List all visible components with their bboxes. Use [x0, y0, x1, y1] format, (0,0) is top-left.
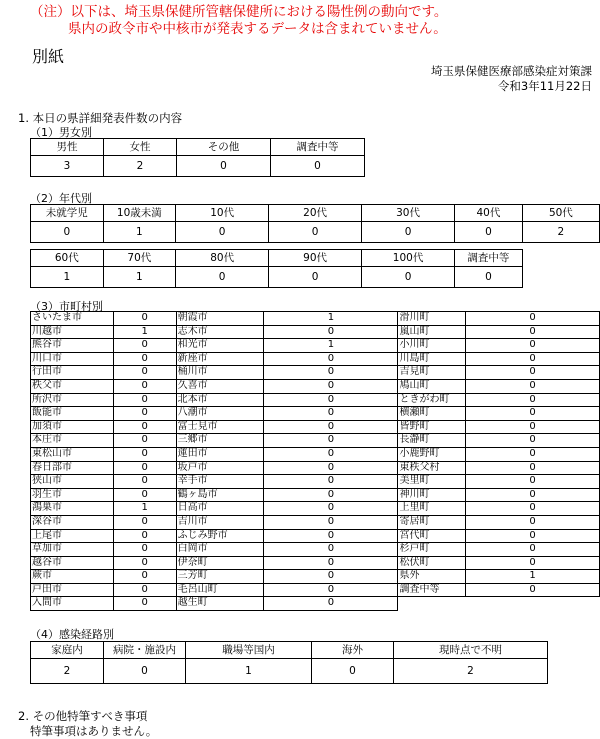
municipality-name: さいたま市: [31, 312, 114, 326]
age-value: 1: [103, 222, 176, 243]
municipality-name: 桶川市: [176, 366, 264, 380]
age-value-row-1: [31, 222, 600, 243]
age-value: 0: [362, 267, 455, 288]
page-title: 別紙: [32, 47, 65, 66]
gender-value-female: 2: [104, 156, 177, 177]
age-value: 0: [176, 222, 269, 243]
age-header: 90代: [269, 250, 362, 267]
municipality-name: 本庄市: [31, 434, 114, 448]
municipality-count: 0: [466, 556, 600, 570]
municipality-count: 0: [113, 366, 176, 380]
municipality-name: 上里町: [398, 502, 466, 516]
age-header: 40代: [455, 205, 523, 222]
municipality-name: 秩父市: [31, 379, 114, 393]
municipality-count: 0: [113, 543, 176, 557]
route-header-unknown: 現時点で不明: [394, 642, 548, 659]
municipality-name: 和光市: [176, 339, 264, 353]
table-row: [31, 312, 600, 326]
municipality-count: 0: [466, 515, 600, 529]
municipality-count: 1: [113, 325, 176, 339]
municipality-count: 0: [466, 543, 600, 557]
age-header: 80代: [176, 250, 269, 267]
municipality-name: 杉戸町: [398, 543, 466, 557]
municipality-count: 0: [264, 447, 398, 461]
municipality-count: 0: [113, 407, 176, 421]
route-header-workplace: 職場等国内: [186, 642, 312, 659]
municipality-name: 富士見市: [176, 420, 264, 434]
municipality-count: 0: [264, 543, 398, 557]
gender-value-row: [31, 156, 365, 177]
route-value-overseas: 0: [312, 659, 394, 684]
notice: [30, 4, 447, 38]
municipality-name: 小鹿野町: [398, 447, 466, 461]
municipality-count: 0: [113, 475, 176, 489]
route-value-workplace: 1: [186, 659, 312, 684]
municipality-count: 0: [113, 583, 176, 597]
municipality-count: 0: [113, 393, 176, 407]
municipality-name: 吉見町: [398, 366, 466, 380]
municipality-count: 0: [264, 379, 398, 393]
table-row: [31, 339, 600, 353]
municipality-name: 長瀞町: [398, 434, 466, 448]
notice-line-2: 県内の政令市や中核市が発表するデータは含まれていません。: [68, 21, 447, 37]
table-row: [31, 543, 600, 557]
section-2-title: 2. その他特筆すべき事項: [18, 709, 148, 723]
municipality-count: 0: [264, 488, 398, 502]
municipality-name: 戸田市: [31, 583, 114, 597]
municipality-count: 0: [264, 529, 398, 543]
gender-table: [30, 138, 365, 177]
municipality-name: 三郷市: [176, 434, 264, 448]
municipality-name: ときがわ町: [398, 393, 466, 407]
municipality-name: [398, 597, 466, 611]
municipality-count: 0: [113, 597, 176, 611]
municipality-count: 0: [466, 420, 600, 434]
age-value: 1: [31, 267, 104, 288]
municipality-name: 松伏町: [398, 556, 466, 570]
municipality-name: 県外: [398, 570, 466, 584]
gender-header-row: [31, 139, 365, 156]
municipality-name: 草加市: [31, 543, 114, 557]
municipality-count: 0: [466, 379, 600, 393]
table-row: [31, 393, 600, 407]
table-row: [31, 475, 600, 489]
municipality-name: 春日部市: [31, 461, 114, 475]
table-row: [31, 366, 600, 380]
municipality-count: 0: [113, 461, 176, 475]
municipality-table: [30, 311, 600, 611]
municipality-name: 東秩父村: [398, 461, 466, 475]
municipality-count: 0: [466, 529, 600, 543]
municipality-count: 0: [466, 407, 600, 421]
issue-date: 令和3年11月22日: [497, 79, 592, 93]
section-1-title: 1. 本日の県詳細発表件数の内容: [18, 111, 183, 125]
municipality-count: 0: [113, 312, 176, 326]
age-value: 0: [269, 222, 362, 243]
issuer-block: [431, 64, 592, 94]
gender-title: （1）男女別: [30, 126, 92, 139]
municipality-count: 1: [466, 570, 600, 584]
municipality-name: 飯能市: [31, 407, 114, 421]
municipality-count: 0: [466, 352, 600, 366]
age-value: 0: [362, 222, 455, 243]
municipality-name: 行田市: [31, 366, 114, 380]
municipality-count: 0: [113, 420, 176, 434]
table-row: [31, 325, 600, 339]
section-2-text: 特筆事項はありません。: [30, 724, 158, 738]
age-header: 50代: [522, 205, 599, 222]
municipality-count: 0: [264, 420, 398, 434]
table-row: [31, 529, 600, 543]
route-header-home: 家庭内: [31, 642, 104, 659]
municipality-count: 0: [113, 529, 176, 543]
municipality-name: 皆野町: [398, 420, 466, 434]
municipality-name: 志木市: [176, 325, 264, 339]
municipality-count: 0: [113, 339, 176, 353]
table-row: [31, 434, 600, 448]
age-header: 60代: [31, 250, 104, 267]
municipality-count: 0: [264, 393, 398, 407]
age-header: 100代: [362, 250, 455, 267]
gender-header-female: 女性: [104, 139, 177, 156]
municipality-name: 横瀬町: [398, 407, 466, 421]
municipality-name: 日高市: [176, 502, 264, 516]
municipality-count: 1: [113, 502, 176, 516]
municipality-name: 吉川市: [176, 515, 264, 529]
municipality-count: 0: [466, 339, 600, 353]
municipality-name: 久喜市: [176, 379, 264, 393]
municipality-name: 蓮田市: [176, 447, 264, 461]
municipality-name: 美里町: [398, 475, 466, 489]
municipality-count: 0: [264, 583, 398, 597]
age-value-row-2: [31, 267, 600, 288]
route-header-row: [31, 642, 548, 659]
age-value: 0: [176, 267, 269, 288]
table-row: [31, 447, 600, 461]
municipality-name: 深谷市: [31, 515, 114, 529]
municipality-count: 0: [466, 583, 600, 597]
route-table: [30, 641, 548, 684]
route-value-home: 2: [31, 659, 104, 684]
route-header-overseas: 海外: [312, 642, 394, 659]
municipality-name: 神川町: [398, 488, 466, 502]
municipality-count: 0: [466, 312, 600, 326]
municipality-title: （3）市町村別: [30, 300, 103, 313]
table-row: [31, 597, 600, 611]
route-header-facility: 病院・施設内: [104, 642, 186, 659]
table-row: [31, 461, 600, 475]
municipality-count: 0: [264, 475, 398, 489]
municipality-name: 坂戸市: [176, 461, 264, 475]
municipality-count: 0: [466, 325, 600, 339]
municipality-name: 幸手市: [176, 475, 264, 489]
issuer-name: 埼玉県保健医療部感染症対策課: [431, 64, 592, 78]
municipality-name: ふじみ野市: [176, 529, 264, 543]
age-title: （2）年代別: [30, 192, 92, 205]
municipality-count: 0: [466, 502, 600, 516]
municipality-count: 0: [113, 447, 176, 461]
municipality-name: 狭山市: [31, 475, 114, 489]
age-value: 0: [269, 267, 362, 288]
gender-header-male: 男性: [31, 139, 104, 156]
municipality-name: 越生町: [176, 597, 264, 611]
table-row: [31, 515, 600, 529]
municipality-name: 川口市: [31, 352, 114, 366]
age-header: 調査中等: [455, 250, 523, 267]
notice-line-1: （注）以下は、埼玉県保健所管轄保健所における陽性例の動向です。: [30, 4, 448, 20]
municipality-name: 三芳町: [176, 570, 264, 584]
municipality-count: 0: [466, 393, 600, 407]
route-title: （4）感染経路別: [30, 628, 114, 641]
table-row: [31, 420, 600, 434]
municipality-count: 0: [113, 570, 176, 584]
age-header: 70代: [103, 250, 176, 267]
municipality-name: 宮代町: [398, 529, 466, 543]
municipality-name: 新座市: [176, 352, 264, 366]
age-header: 10代: [176, 205, 269, 222]
municipality-count: 0: [113, 556, 176, 570]
gender-value-investigating: 0: [271, 156, 365, 177]
table-row: [31, 502, 600, 516]
age-value: 1: [103, 267, 176, 288]
municipality-count: 0: [466, 434, 600, 448]
age-value: 0: [455, 267, 523, 288]
table-row: [31, 352, 600, 366]
age-header: 10歳未満: [103, 205, 176, 222]
municipality-name: 鴻巣市: [31, 502, 114, 516]
municipality-name: 八潮市: [176, 407, 264, 421]
municipality-count: 0: [466, 366, 600, 380]
gender-header-other: その他: [177, 139, 271, 156]
municipality-name: 東松山市: [31, 447, 114, 461]
municipality-name: 鶴ヶ島市: [176, 488, 264, 502]
municipality-count: 0: [264, 352, 398, 366]
municipality-count: 0: [264, 325, 398, 339]
municipality-count: 0: [264, 407, 398, 421]
municipality-name: 寄居町: [398, 515, 466, 529]
municipality-name: 伊奈町: [176, 556, 264, 570]
municipality-name: 川越市: [31, 325, 114, 339]
municipality-count: 0: [113, 488, 176, 502]
age-value: 0: [455, 222, 523, 243]
municipality-name: 熊谷市: [31, 339, 114, 353]
municipality-count: 0: [466, 488, 600, 502]
municipality-count: 0: [264, 515, 398, 529]
route-value-row: [31, 659, 548, 684]
municipality-name: 毛呂山町: [176, 583, 264, 597]
municipality-count: 0: [264, 556, 398, 570]
municipality-name: 羽生市: [31, 488, 114, 502]
age-value: 2: [522, 222, 599, 243]
municipality-name: 蕨市: [31, 570, 114, 584]
municipality-count: 0: [113, 434, 176, 448]
route-value-facility: 0: [104, 659, 186, 684]
age-table: [30, 204, 600, 288]
table-row: [31, 379, 600, 393]
age-header: 未就学児: [31, 205, 104, 222]
municipality-name: 入間市: [31, 597, 114, 611]
municipality-name: 川島町: [398, 352, 466, 366]
municipality-name: 越谷市: [31, 556, 114, 570]
municipality-name: 朝霞市: [176, 312, 264, 326]
municipality-count: 0: [466, 461, 600, 475]
municipality-name: 所沢市: [31, 393, 114, 407]
municipality-count: 0: [264, 597, 398, 611]
municipality-count: 0: [264, 502, 398, 516]
municipality-count: 0: [264, 461, 398, 475]
age-header-row-1: [31, 205, 600, 222]
municipality-name: 白岡市: [176, 543, 264, 557]
municipality-name: 加須市: [31, 420, 114, 434]
municipality-name: 滑川町: [398, 312, 466, 326]
municipality-count: 0: [264, 434, 398, 448]
route-value-unknown: 2: [394, 659, 548, 684]
table-row: [31, 488, 600, 502]
municipality-count: 1: [264, 312, 398, 326]
municipality-count: 0: [113, 352, 176, 366]
age-header: 30代: [362, 205, 455, 222]
gender-header-investigating: 調査中等: [271, 139, 365, 156]
table-row: [31, 556, 600, 570]
age-header: 20代: [269, 205, 362, 222]
municipality-name: 北本市: [176, 393, 264, 407]
municipality-name: 調査中等: [398, 583, 466, 597]
municipality-name: 鳩山町: [398, 379, 466, 393]
municipality-name: 小川町: [398, 339, 466, 353]
municipality-count: [466, 597, 600, 611]
municipality-name: 上尾市: [31, 529, 114, 543]
gender-value-other: 0: [177, 156, 271, 177]
municipality-count: 0: [264, 570, 398, 584]
table-row: [31, 407, 600, 421]
age-value: 0: [31, 222, 104, 243]
table-row: [31, 583, 600, 597]
age-header-row-2: [31, 250, 600, 267]
municipality-count: 1: [264, 339, 398, 353]
municipality-count: 0: [466, 447, 600, 461]
gender-value-male: 3: [31, 156, 104, 177]
municipality-name: 嵐山町: [398, 325, 466, 339]
municipality-count: 0: [264, 366, 398, 380]
table-row: [31, 570, 600, 584]
municipality-count: 0: [113, 379, 176, 393]
municipality-count: 0: [113, 515, 176, 529]
municipality-count: 0: [466, 475, 600, 489]
